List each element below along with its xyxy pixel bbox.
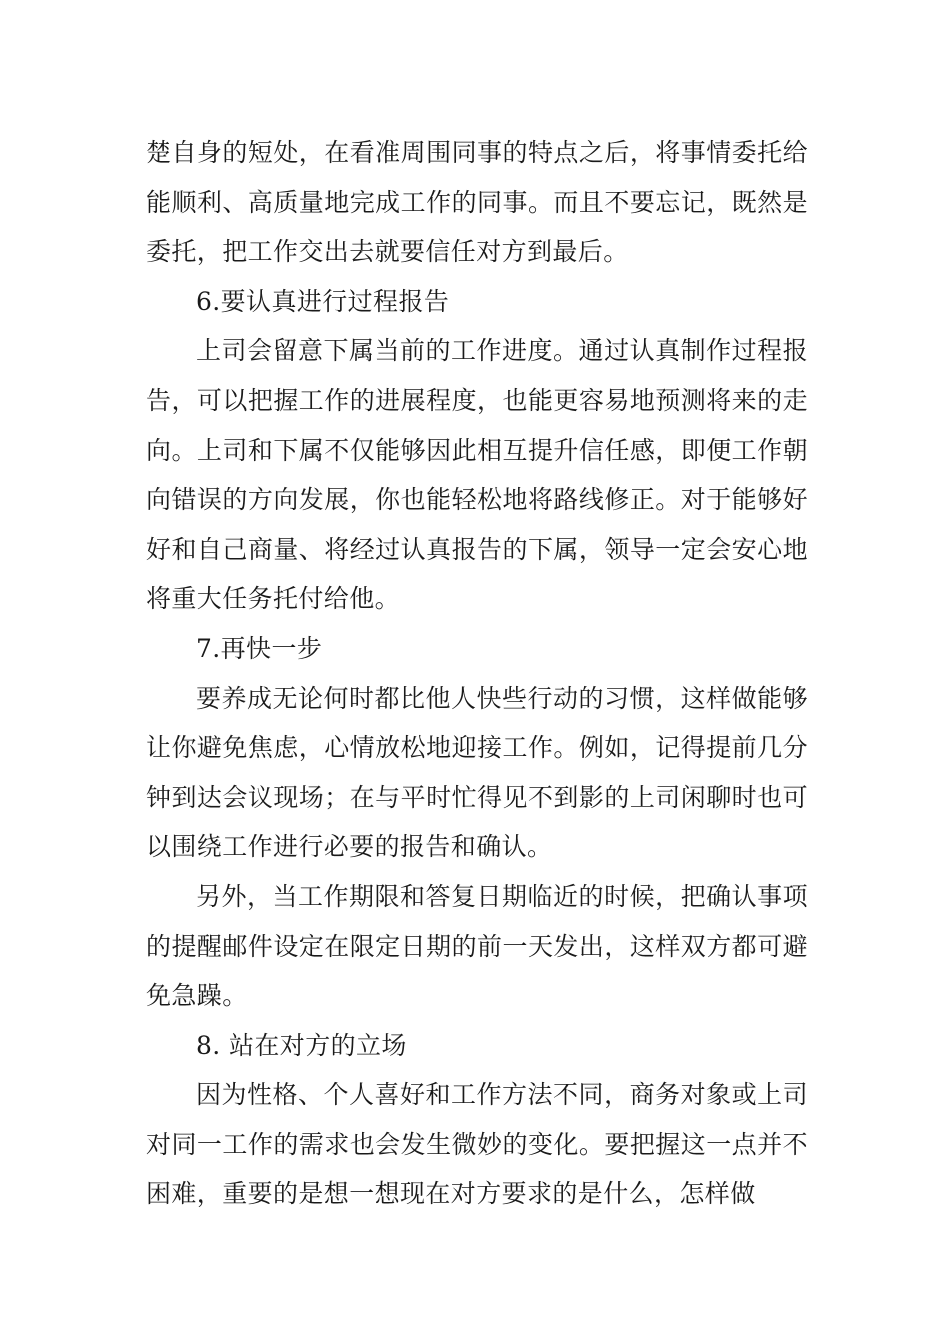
paragraph-other-perspective: 因为性格、个人喜好和工作方法不同，商务对象或上司对同一工作的需求也会发生微妙的变化。要把握这一点并不困难，重要的是想一想现在对方要求的是什么，怎样做 [146, 1080, 808, 1209]
paragraph-reminder-email: 另外，当工作期限和答复日期临近的时候，把确认事项的提醒邮件设定在限定日期的前一天发出，这样双方都可避免急躁。 [146, 881, 808, 1011]
section-heading-6: 6.要认真进行过程报告 [196, 286, 450, 316]
document-body [146, 128, 808, 1219]
section-heading-8: 8. 站在对方的立场 [196, 1030, 407, 1060]
paragraph-act-faster: 要养成无论何时都比他人快些行动的习惯，这样做能够让你避免焦虑，心情放松地迎接工作。例如，记得提前几分钟到达会议现场；在与平时忙得见不到影的上司闲聊时也可以围绕工作进行必要的报告和确认。 [146, 683, 808, 862]
paragraph-progress-report: 上司会留意下属当前的工作进度。通过认真制作过程报告，可以把握工作的进展程度，也能更容易地预测将来的走向。上司和下属不仅能够因此相互提升信任感，即便工作朝向错误的方向发展，你也能轻松地将路线修正。对于能够好好和自己商量、将经过认真报告的下属，领导一定会安心地将重大任务托付给他。 [146, 336, 808, 614]
section-heading-7: 7.再快一步 [196, 633, 323, 663]
paragraph-continued: 楚自身的短处，在看准周围同事的特点之后，将事情委托给能顺利、高质量地完成工作的同事。而且不要忘记，既然是委托，把工作交出去就要信任对方到最后。 [146, 138, 808, 267]
